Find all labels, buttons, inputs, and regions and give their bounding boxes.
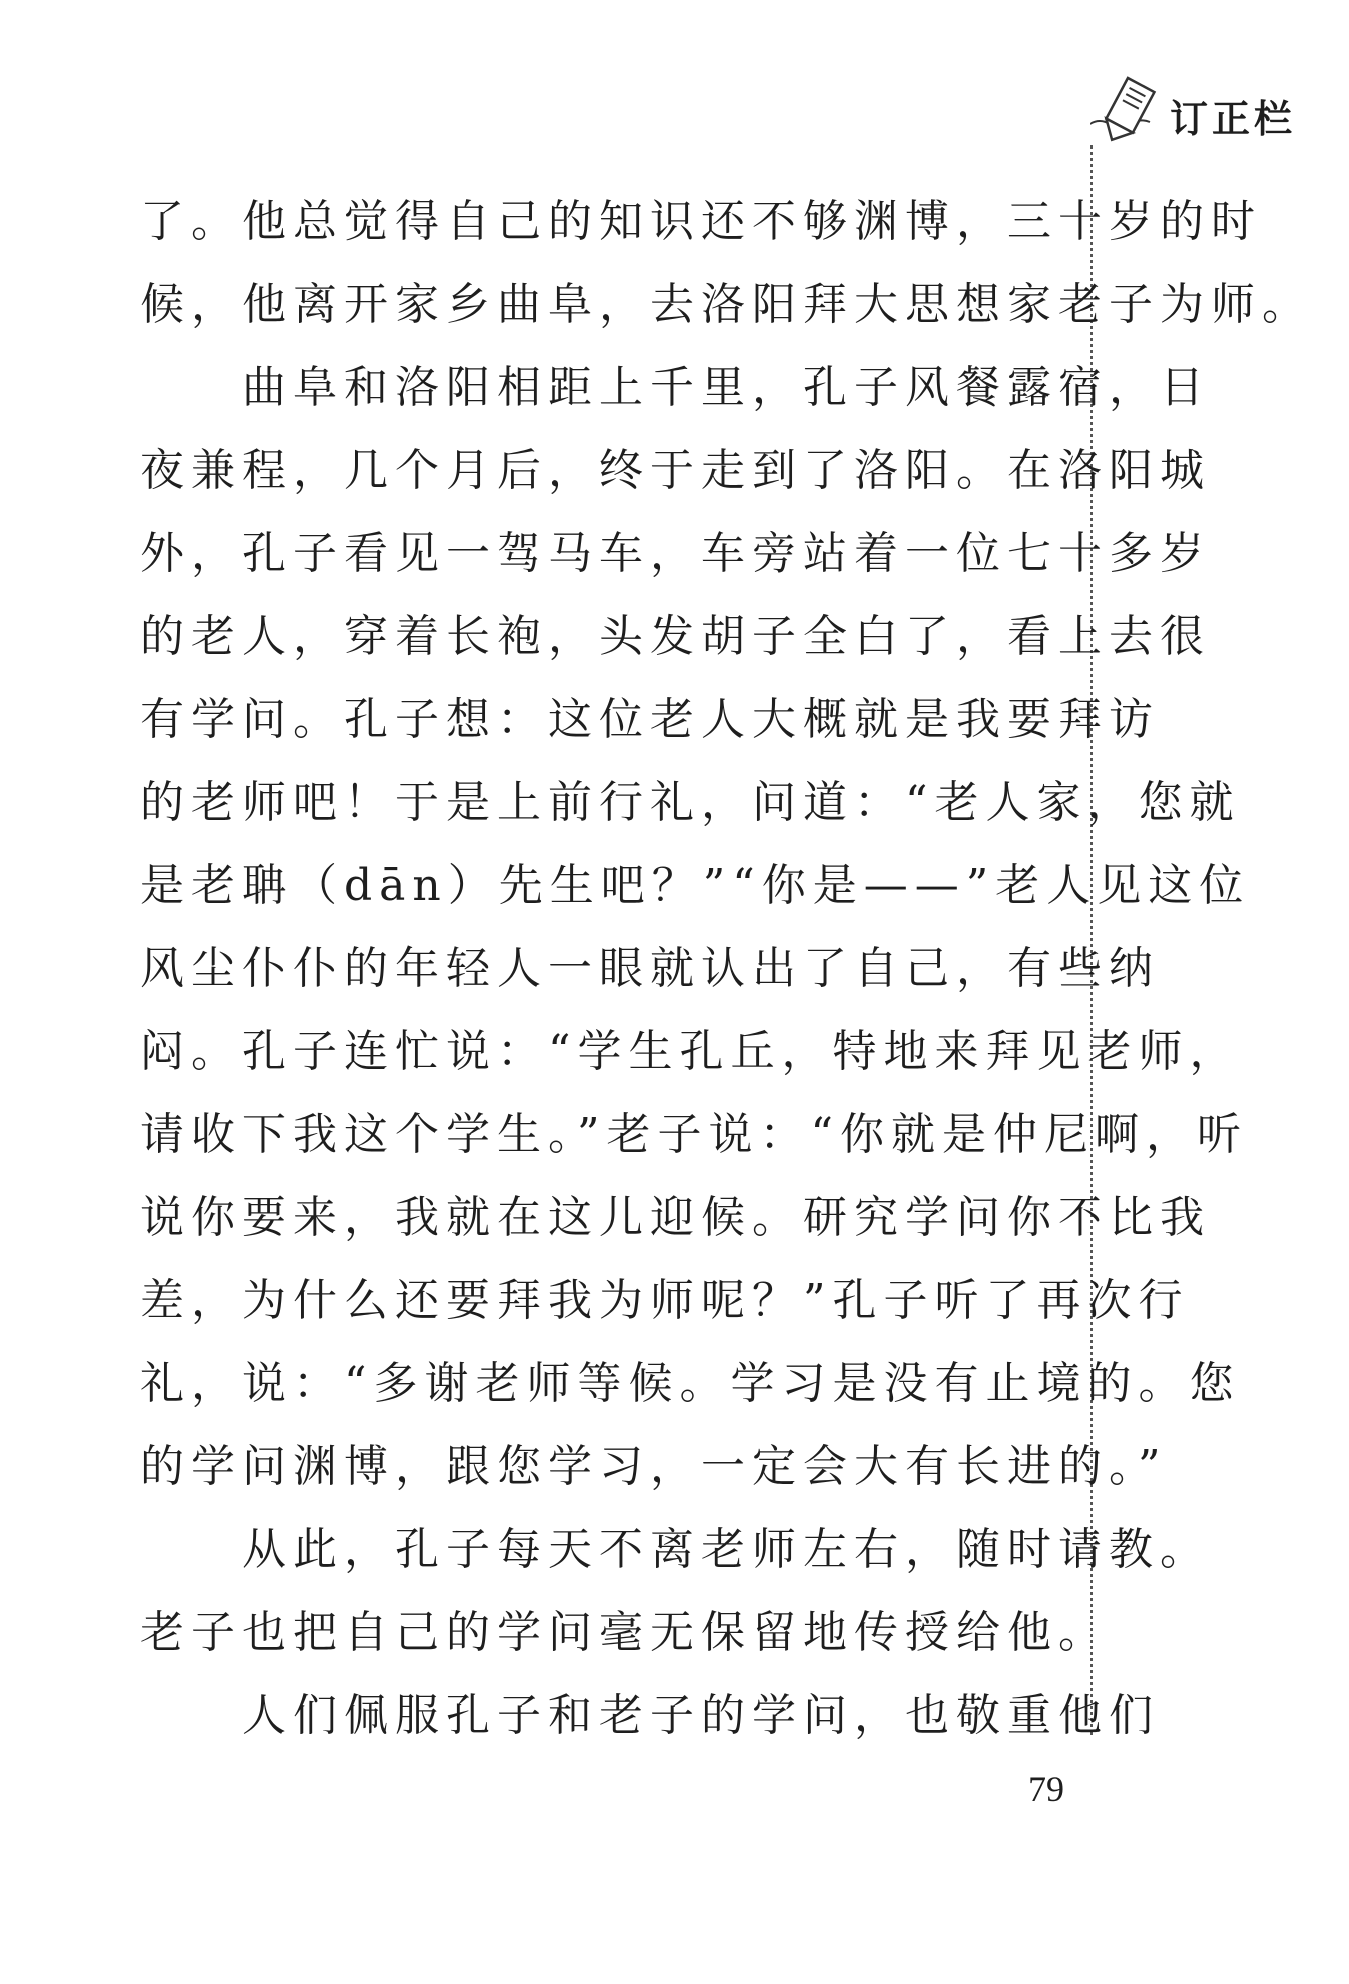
text-line: 闷。孔子连忙说：“学生孔丘，特地来拜见老师，	[140, 1026, 1241, 1077]
text-line: 曲阜和洛阳相距上千里，孔子风餐露宿，日	[140, 362, 1211, 413]
text-line: 是老聃（dān）先生吧？”“你是——”老人见这位	[140, 860, 1251, 911]
correction-column-label: 订正栏	[1170, 97, 1297, 141]
story-text	[140, 180, 1313, 1757]
text-line: 的老人，穿着长袍，头发胡子全白了，看上去很	[140, 611, 1211, 662]
correction-column-header	[1090, 72, 1320, 142]
text-line: 从此，孔子每天不离老师左右，随时请教。	[140, 1524, 1211, 1575]
text-line: 差，为什么还要拜我为师呢？”孔子听了再次行	[140, 1275, 1190, 1326]
text-line: 候，他离开家乡曲阜，去洛阳拜大思想家老子为师。	[140, 279, 1313, 330]
text-line: 的学问渊博，跟您学习，一定会大有长进的。”	[140, 1441, 1168, 1492]
text-line: 外，孔子看见一驾马车，车旁站着一位七十多岁	[140, 528, 1211, 579]
text-line: 有学问。孔子想：这位老人大概就是我要拜访	[140, 694, 1160, 745]
text-line: 礼，说：“多谢老师等候。学习是没有止境的。您	[140, 1358, 1241, 1409]
text-line: 说你要来，我就在这儿迎候。研究学问你不比我	[140, 1192, 1211, 1243]
text-line: 请收下我这个学生。”老子说：“你就是仲尼啊，听	[140, 1109, 1248, 1160]
text-line: 老子也把自己的学问毫无保留地传授给他。	[140, 1607, 1109, 1658]
text-line: 了。他总觉得自己的知识还不够渊博，三十岁的时	[140, 196, 1262, 247]
text-line: 人们佩服孔子和老子的学问，也敬重他们	[140, 1690, 1160, 1741]
page-number: 79	[1028, 1769, 1064, 1809]
text-line: 的老师吧！于是上前行礼，问道：“老人家，您就	[140, 777, 1241, 828]
text-line: 夜兼程，几个月后，终于走到了洛阳。在洛阳城	[140, 445, 1211, 496]
text-line: 风尘仆仆的年轻人一眼就认出了自己，有些纳	[140, 943, 1160, 994]
